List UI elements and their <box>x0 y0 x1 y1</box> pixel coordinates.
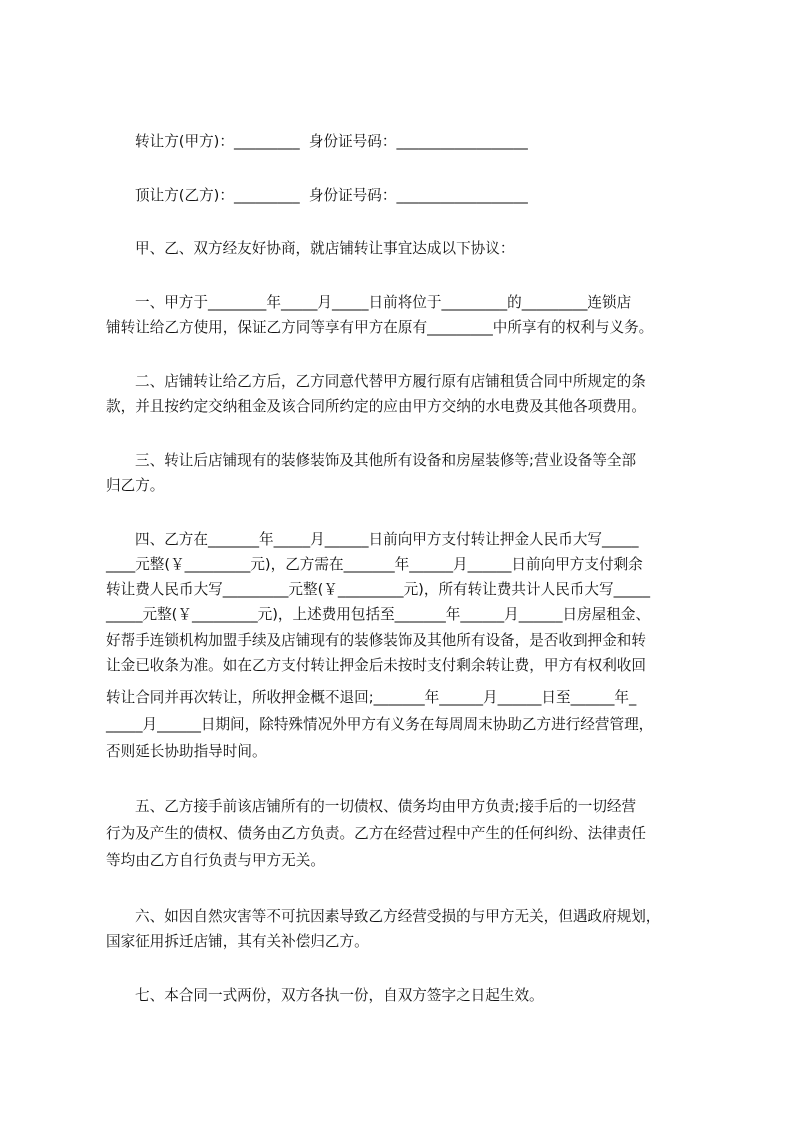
party-b-line: 顶让方(乙方)：_________ 身份证号码：__________________ <box>135 187 528 204</box>
clause-4-line-1: 四、乙方在_______年_____月______日前向甲方支付转让押金人民币大写_____ <box>135 531 639 548</box>
clause-7-line-1: 七、本合同一式两份，双方各执一份，自双方签字之日起生效。 <box>135 987 544 1004</box>
clause-3-line-1: 三、转让后店铺现有的装修装饰及其他所有设备和房屋装修等;营业设备等全部 <box>135 452 637 469</box>
clause-4-line-2: ____元整(￥_________元)，乙方需在_______年______月______日前向甲方支付剩余 <box>106 556 643 573</box>
clause-4-line-5: 好帮手连锁机构加盟手续及店铺现有的装修装饰及其他所有设备，是否收到押金和转 <box>106 632 646 649</box>
clause-1-line-2: 铺转让给乙方使用，保证乙方同等享有甲方在原有_________中所享有的权利与义务。 <box>106 319 654 336</box>
clause-4-line-9: 否则延长协助指导时间。 <box>106 743 267 760</box>
clause-5-line-3: 等均由乙方自行负责与甲方无关。 <box>106 852 325 869</box>
clause-2-line-2: 款，并且按约定交纳租金及该合同所约定的应由甲方交纳的水电费及其他各项费用。 <box>106 398 646 415</box>
clause-2-line-1: 二、店铺转让给乙方后，乙方同意代替甲方履行原有店铺租赁合同中所规定的条 <box>135 373 646 390</box>
clause-5-line-1: 五、乙方接手前该店铺所有的一切债权、债务均由甲方负责;接手后的一切经营 <box>135 798 637 815</box>
clause-5-line-2: 行为及产生的债权、债务由乙方负责。乙方在经营过程中产生的任何纠纷、法律责任 <box>106 825 646 842</box>
clause-3-line-2: 归乙方。 <box>106 477 165 494</box>
intro-line: 甲、乙、双方经友好协商，就店铺转让事宜达成以下协议： <box>135 240 515 257</box>
clause-4-line-8: _____月______日期间，除特殊情况外甲方有义务在每周周末协助乙方进行经营管理， <box>106 716 654 733</box>
clause-4-line-6: 让金已收条为准。如在乙方支付转让押金后未按时支付剩余转让费，甲方有权利收回 <box>106 657 646 674</box>
clause-1-line-1: 一、甲方于________年_____月_____日前将位于_________的_________连锁店 <box>135 294 632 311</box>
clause-6-line-2: 国家征用拆迁店铺，其有关补偿归乙方。 <box>106 933 369 950</box>
clause-4-line-3: 转让费人民币大写_________元整(￥_________元)，所有转让费共计人民币大写_____ <box>106 581 651 598</box>
clause-6-line-1: 六、如因自然灾害等不可抗因素导致乙方经营受损的与甲方无关，但遇政府规划， <box>135 908 661 925</box>
party-a-line: 转让方(甲方)：_________ 身份证号码：__________________ <box>135 133 528 150</box>
clause-4-line-7: 转让合同并再次转让，所收押金概不退回;_______年______月______日至______年_ <box>106 689 637 706</box>
clause-4-line-4: _____元整(￥_________元)，上述费用包括至_______年______月______日房屋租金、 <box>106 606 651 623</box>
